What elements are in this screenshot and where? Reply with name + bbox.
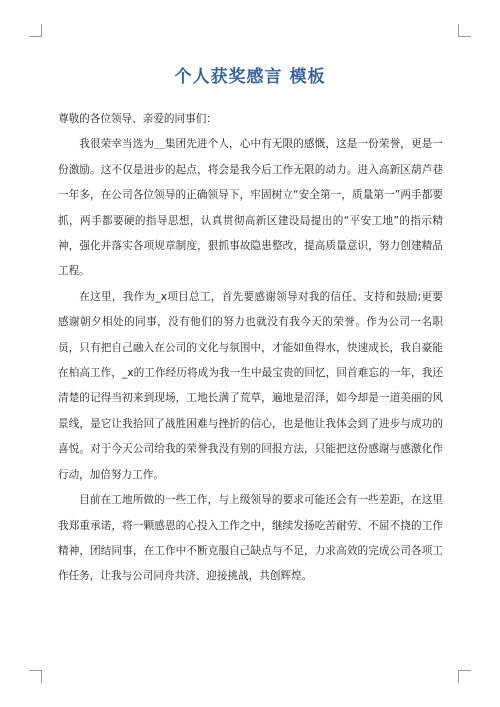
body-paragraph-1: 我很荣幸当选为＿集团先进个人，心中有无限的感慨，这是一份荣誉，更是一份激励。这不仅是进步的起点，将会是我今后工作无限的动力。进入高新区葫芦巷一年多，在公司各位领导的正确领导下，牢固树立“安全第一，质量第一”两手都要抓，两手都要硬的指导思想，认真贯彻高新区建设局提出的“平安工地”的指示精神，强化并落实各项规章制度，狠抓事故隐患整改，提高质量意识，努力创建精品工程。: [58, 138, 443, 278]
body-paragraph-2: 在这里，我作为_x项目总工，首先要感谢领导对我的信任、支持和鼓励;更要感谢朝夕相处的同事，没有他们的努力也就没有我今天的荣誉。作为公司一名职员，只有把自己融入在公司的文化与氛围中，才能如鱼得水，快速成长，我自豪能在柏高工作，_x的工作经历将成为我一生中最宝贵的回忆，回首难忘的一年，我还清楚的记得当初来到现场，工地长满了荒草，遍地是沼泽，如今却是一道美丽的风景线，是它让我拾回了战胜困难与挫折的信心，也是他让我体会到了进步与成功的喜悦。对于今天公司给我的荣誉我没有别的回报方法，只能把这份感谢与感激化作行动，加倍努力工作。: [58, 290, 443, 481]
crop-mark-bottom-right: [458, 670, 471, 683]
document-body: [58, 107, 443, 590]
salutation-paragraph: 尊敬的各位领导、亲爱的同事们：: [58, 113, 217, 125]
body-paragraph-3: 目前在工地所做的一些工作，与上级领导的要求可能还会有一些差距，在这里我郑重承诺，将一颗感恩的心投入工作之中，继续发扬吃苦耐劳、不屈不挠的工作精神，团结同事，在工作中不断克服自己缺点与不足，力求高效的完成公司各项工作任务，让我与公司同舟共济、迎接挑战，共创辉煌。: [58, 494, 443, 583]
crop-mark-top-right: [458, 24, 471, 37]
crop-mark-bottom-left: [29, 670, 42, 683]
document-title: 个人获奖感言 模板: [174, 67, 326, 87]
crop-mark-top-left: [29, 24, 42, 37]
